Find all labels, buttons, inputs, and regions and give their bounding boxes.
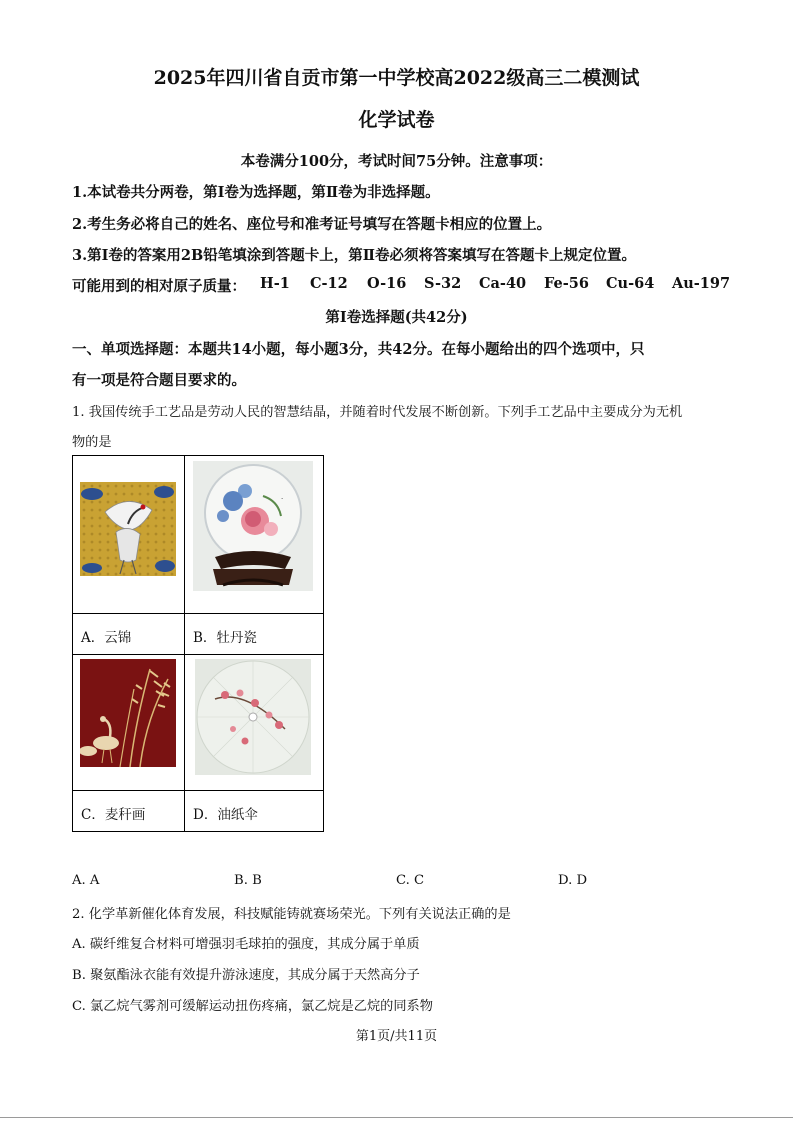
svg-text:·: · xyxy=(281,495,284,503)
notes-intro: 本卷满分100分，考试时间75分钟。注意事项： xyxy=(240,153,553,170)
cell-d-label xyxy=(184,790,324,832)
option-d-label: D．油纸伞 xyxy=(193,807,258,823)
q1-stem-line2: 物的是 xyxy=(72,435,112,450)
note-3: 3.第Ⅰ卷的答案用2B铅笔填涂到答题卡上，第Ⅱ卷必须将答案填写在答题卡上规定位置。 xyxy=(72,247,636,264)
mass-h: H-1 xyxy=(260,275,290,292)
mass-o: O-16 xyxy=(367,275,407,292)
q1-option-d[interactable]: D. D xyxy=(558,873,588,888)
option-c-label: C．麦秆画 xyxy=(81,807,146,823)
q2-option-b[interactable]: B. 聚氨酯泳衣能有效提升游泳速度，其成分属于天然高分子 xyxy=(72,968,420,983)
oil-paper-umbrella-image xyxy=(195,659,311,779)
peony-porcelain-image xyxy=(193,461,313,595)
note-2: 2.考生务必将自己的姓名、座位号和准考证号填写在答题卡相应的位置上。 xyxy=(72,216,552,233)
cell-a-image xyxy=(72,455,185,614)
exam-title: 2025年四川省自贡市第一中学校高2022级高三二模测试 xyxy=(153,67,640,89)
mass-c: C-12 xyxy=(310,275,348,292)
section1-instruction-line1: 一、单项选择题：本题共14小题，每小题3分，共42分。在每小题给出的四个选项中，只 xyxy=(72,341,645,358)
straw-painting-image xyxy=(80,659,176,771)
section1-instruction-line2: 有一项是符合题目要求的。 xyxy=(72,372,246,389)
cell-a-label xyxy=(72,613,185,655)
page-bottom-divider xyxy=(0,1117,793,1118)
q2-option-c[interactable]: C. 氯乙烷气雾剂可缓解运动扭伤疼痛，氯乙烷是乙烷的同系物 xyxy=(72,999,433,1014)
option-b-label: B．牡丹瓷 xyxy=(193,630,257,646)
cell-c-image xyxy=(72,654,185,791)
cell-b-label xyxy=(184,613,324,655)
mass-au: Au-197 xyxy=(672,275,731,292)
q1-option-a[interactable]: A. A xyxy=(72,873,100,888)
note-1: 1.本试卷共分两卷，第Ⅰ卷为选择题，第Ⅱ卷为非选择题。 xyxy=(72,184,440,201)
cell-c-label xyxy=(72,790,185,832)
mass-cu: Cu-64 xyxy=(606,275,655,292)
atomic-masses xyxy=(72,275,732,295)
q1-option-b[interactable]: B. B xyxy=(234,873,262,888)
q1-stem-line1: 1. 我国传统手工艺品是劳动人民的智慧结晶，并随着时代发展不断创新。下列手工艺品中主要成分为无机 xyxy=(72,405,683,420)
exam-subtitle: 化学试卷 xyxy=(358,109,435,131)
q1-image-table xyxy=(72,455,324,832)
cell-d-image xyxy=(184,654,324,791)
masses-label: 可能用到的相对原子质量： xyxy=(72,278,246,295)
q1-option-c[interactable]: C. C xyxy=(396,873,425,888)
page-number: 第1页/共11页 xyxy=(355,1029,438,1044)
mass-s: S-32 xyxy=(424,275,462,292)
q2-option-a[interactable]: A. 碳纤维复合材料可增强羽毛球拍的强度，其成分属于单质 xyxy=(72,937,420,952)
option-a-label: A．云锦 xyxy=(81,630,132,646)
mass-fe: Fe-56 xyxy=(544,275,589,292)
section1-title: 第Ⅰ卷选择题(共42分) xyxy=(325,309,468,326)
cell-b-image xyxy=(184,455,324,614)
q2-stem: 2. 化学革新催化体育发展，科技赋能铸就赛场荣光。下列有关说法正确的是 xyxy=(72,907,511,922)
mass-ca: Ca-40 xyxy=(479,275,527,292)
yunjin-image xyxy=(80,482,176,580)
